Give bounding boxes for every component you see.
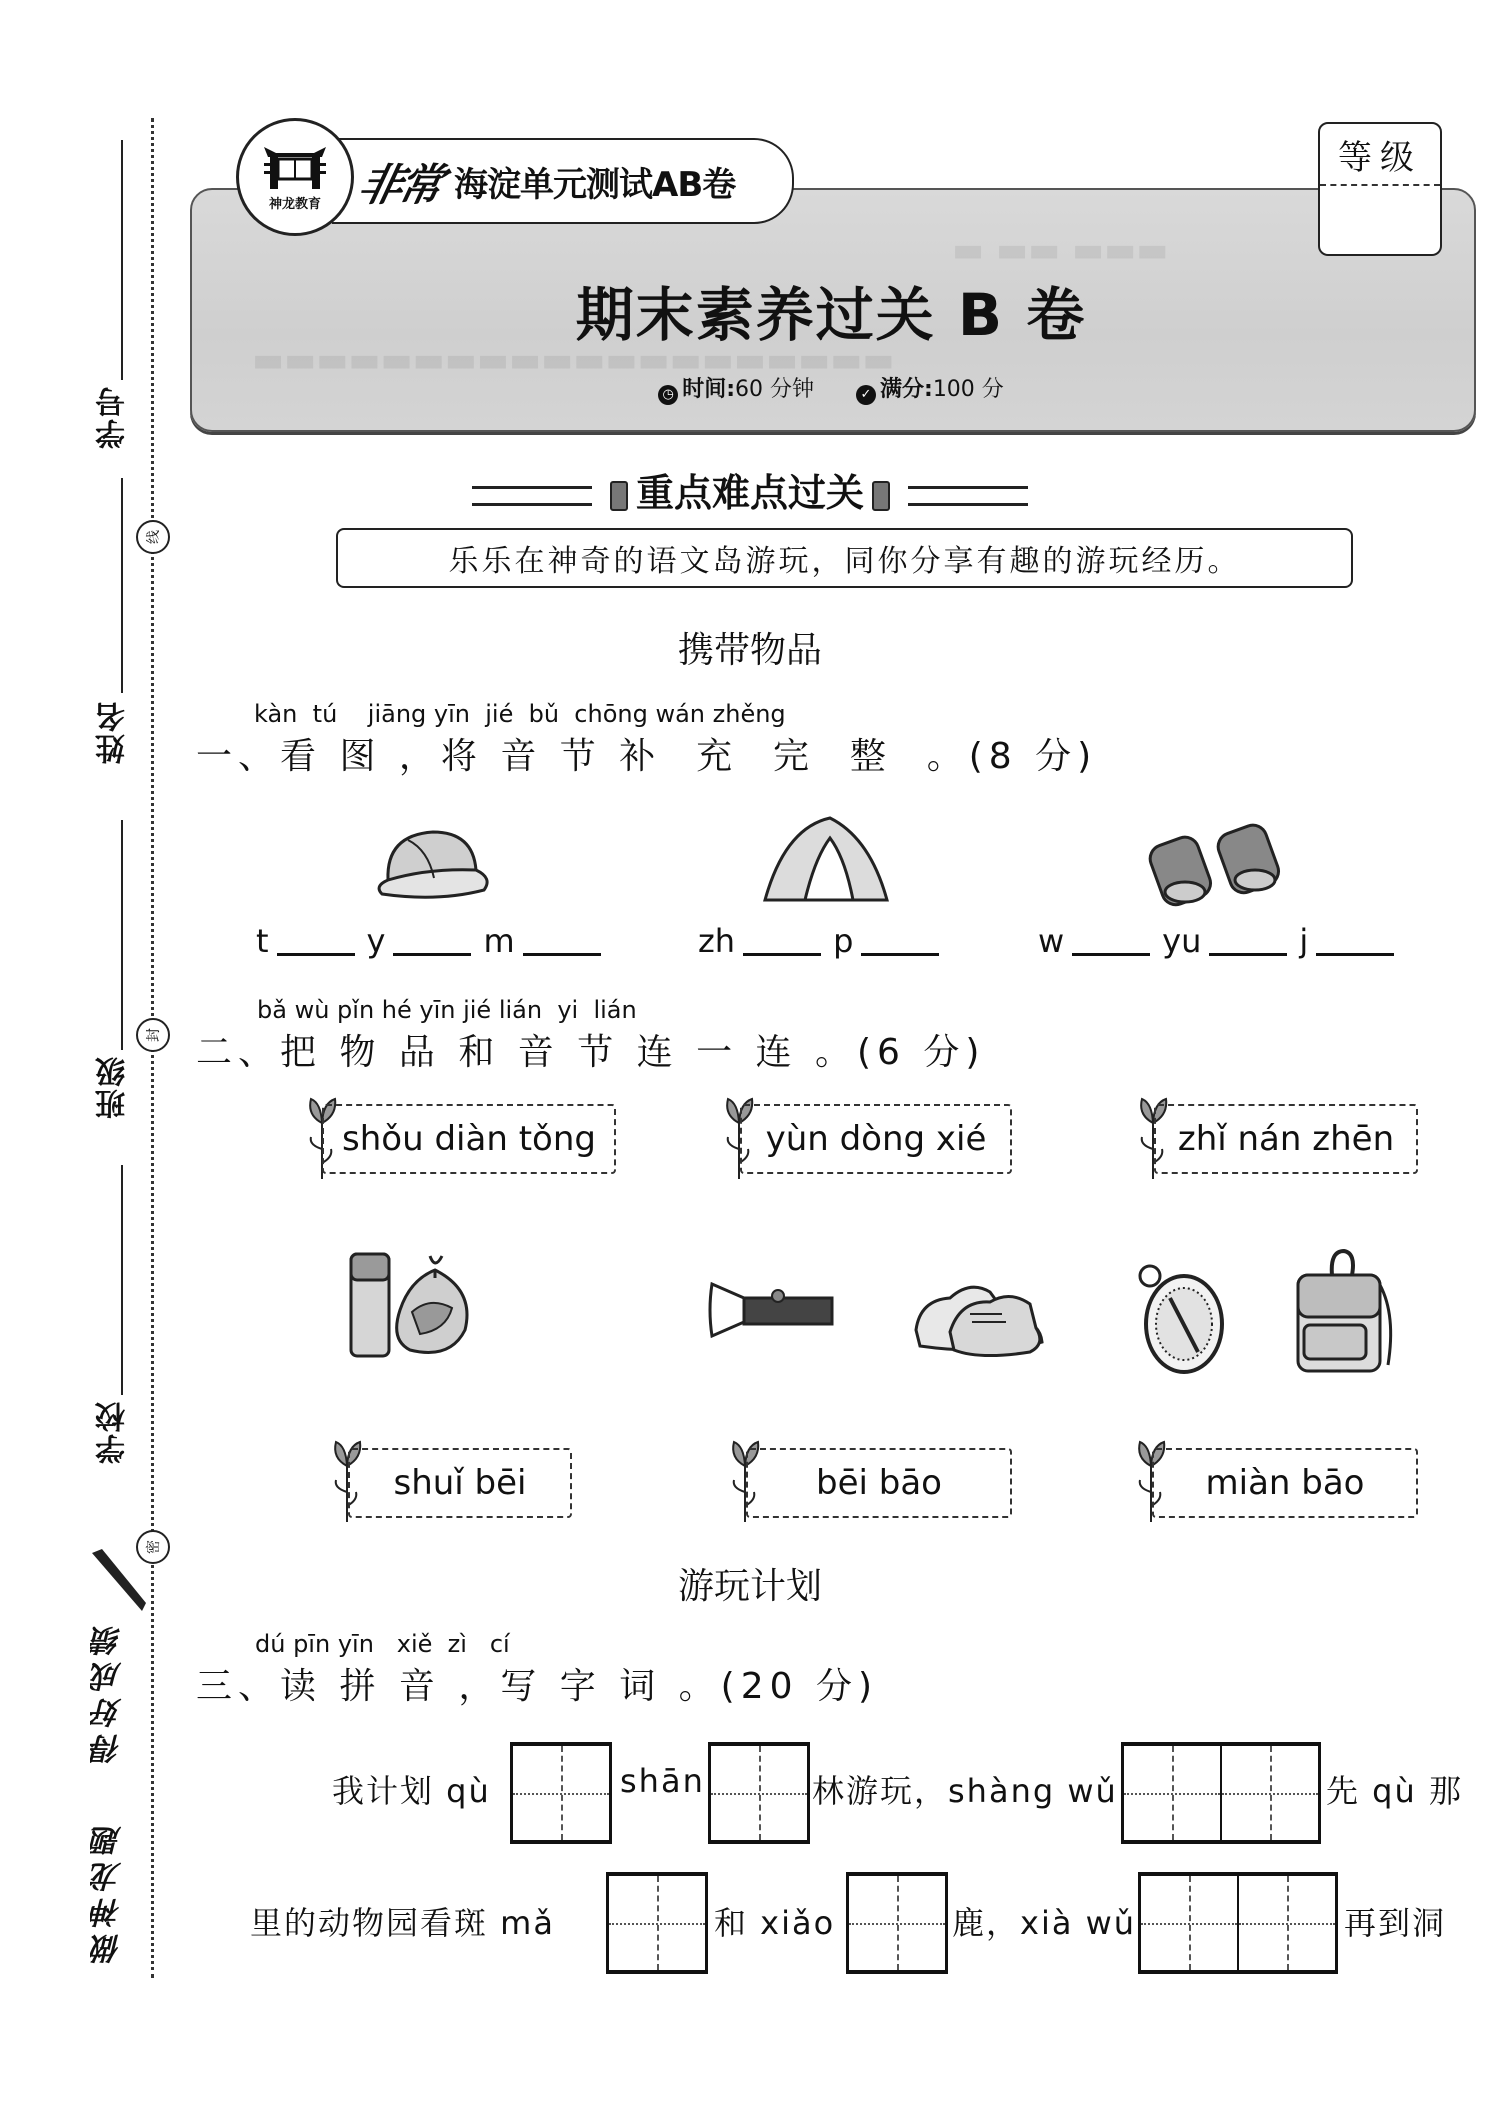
q3-pinyin: dú pīn yīn xiě zì cí [255,1630,510,1658]
binoculars-icon [1145,810,1285,910]
blank[interactable] [1316,953,1394,956]
grade-box[interactable] [1318,122,1442,256]
q3-line1-text1: 我计划 qù [332,1772,491,1810]
blank[interactable] [523,953,601,956]
initial-zh: zh [698,922,736,960]
name-label: 姓名 [96,700,131,764]
part-heading-items: 携带物品 [677,630,822,671]
q1-pinyin: kàn tú jiāng yīn jié bǔ chōng wán zhěng [254,700,786,728]
sneakers-icon[interactable] [910,1270,1050,1360]
series-badge [332,138,794,224]
q3-line2-text3: 鹿，xià wǔ [952,1904,1137,1942]
blank[interactable] [1209,953,1287,956]
card-text: bēi bāo [816,1463,942,1503]
class-line[interactable] [121,1165,123,1395]
q3-line1-text4: 先 qù 那 [1326,1772,1463,1810]
logo-text: 神龙教育 [268,196,321,212]
q3-line2-text1: 里的动物园看斑 mǎ [250,1904,555,1942]
card-text: miàn bāo [1205,1463,1365,1503]
q2-title: 二、把 物 品 和 音 节 连 一 连 。(6 分) [196,1032,986,1073]
publisher-logo [236,118,354,236]
grade-label: 等级 [1320,124,1440,186]
slogan-shenlong: 做神龙题 [92,1820,127,1964]
card-cup-pinyin[interactable] [348,1448,572,1518]
banner-texture: ▬ ▬▬ ▬▬▬ [952,230,1169,270]
bread-bag-icon[interactable] [390,1250,480,1360]
section-title: 重点难点过关 [635,471,864,515]
cap-icon [368,820,498,905]
school-label: 学校 [96,1400,131,1464]
banner-texture: ▬▬▬▬▬▬▬▬▬▬▬▬▬▬▬▬▬▬▬▬ [252,340,895,380]
card-compass-pinyin[interactable] [1154,1104,1418,1174]
writing-grid-shan[interactable] [708,1742,810,1844]
seal-secret: 密 [136,1530,170,1564]
class-label: 班级 [96,1055,131,1119]
flashlight-icon[interactable] [708,1280,836,1340]
section-header [0,462,1500,517]
blank[interactable] [1072,953,1150,956]
decor-tag-icon [610,481,628,511]
card-text: zhǐ nán zhēn [1177,1119,1395,1159]
score-value: 100 分 [932,377,1004,402]
decor-tag-icon [872,481,890,511]
q1-title: 一、看 图 ，将 音 节 补 充 完 整 。(8 分) [196,736,1098,777]
series-title: 海淀单元测试AB卷 [454,164,736,205]
story-intro-box [350,528,1339,588]
tent-icon [755,808,895,908]
part-heading-plan: 游玩计划 [677,1566,822,1607]
q3-line1-text3: 林游玩，shàng wǔ [812,1772,1118,1810]
exam-title: 期末素养过关 B 卷 [575,281,1087,349]
gate-book-icon [262,143,328,191]
initial-m: m [483,922,515,960]
clock-icon: ◷ [658,385,678,405]
initial-yu: yu [1162,922,1202,960]
initial-y: y [366,922,386,960]
writing-grid-xiao[interactable] [846,1872,948,1974]
seal-seal: 封 [136,1018,170,1052]
student-id-line[interactable] [121,140,123,380]
q1-cap-syllables [256,922,613,960]
writing-grid-xiawu[interactable] [1138,1872,1338,1974]
backpack-icon[interactable] [1290,1245,1400,1375]
q3-line1-text2: shān [620,1762,705,1800]
student-id-label: 学号 [96,385,131,449]
compass-icon[interactable] [1130,1258,1230,1378]
time-value: 60 分钟 [735,377,814,402]
card-flashlight-pinyin[interactable] [322,1104,616,1174]
card-text: shuǐ bēi [393,1463,527,1503]
blank[interactable] [743,953,821,956]
card-backpack-pinyin[interactable] [746,1448,1012,1518]
q1-binoculars-syllables [1038,922,1406,960]
writing-grid-shangwu[interactable] [1121,1742,1321,1844]
initial-j: j [1299,922,1309,960]
exam-meta [190,372,1472,405]
initial-t: t [256,922,269,960]
decor-lines [908,486,1028,506]
slogan-good-score: 得好成绩 [92,1620,127,1764]
decor-lines [472,486,592,506]
q3-line2-text2: 和 xiǎo [714,1904,836,1942]
writing-grid-ma[interactable] [606,1872,708,1974]
class-line-top [121,820,123,1050]
score-label: 满分: [880,377,933,402]
time-label: 时间: [682,377,735,402]
card-text: yùn dòng xié [765,1119,987,1159]
thermos-cup-icon[interactable] [345,1250,395,1360]
writing-grid-qu[interactable] [510,1742,612,1844]
story-intro-text: 乐乐在神奇的语文岛游玩，同你分享有趣的游玩经历。 [448,544,1241,579]
q2-pinyin: bǎ wù pǐn hé yīn jié lián yi lián [257,996,637,1024]
card-text: shǒu diàn tǒng [342,1119,596,1159]
check-circle-icon: ✓ [856,385,876,405]
q3-title: 三、读 拼 音 ，写 字 词 。(20 分) [196,1666,879,1707]
blank[interactable] [393,953,471,956]
card-sneakers-pinyin[interactable] [740,1104,1012,1174]
blank[interactable] [861,953,939,956]
q1-tent-syllables [698,922,951,960]
brand-script: 非常 [353,160,445,211]
seal-line: 线 [136,520,170,554]
q3-line2-text4: 再到洞 [1344,1904,1447,1942]
initial-p: p [833,922,854,960]
card-bread-pinyin[interactable] [1152,1448,1418,1518]
initial-w: w [1038,922,1065,960]
blank[interactable] [277,953,355,956]
